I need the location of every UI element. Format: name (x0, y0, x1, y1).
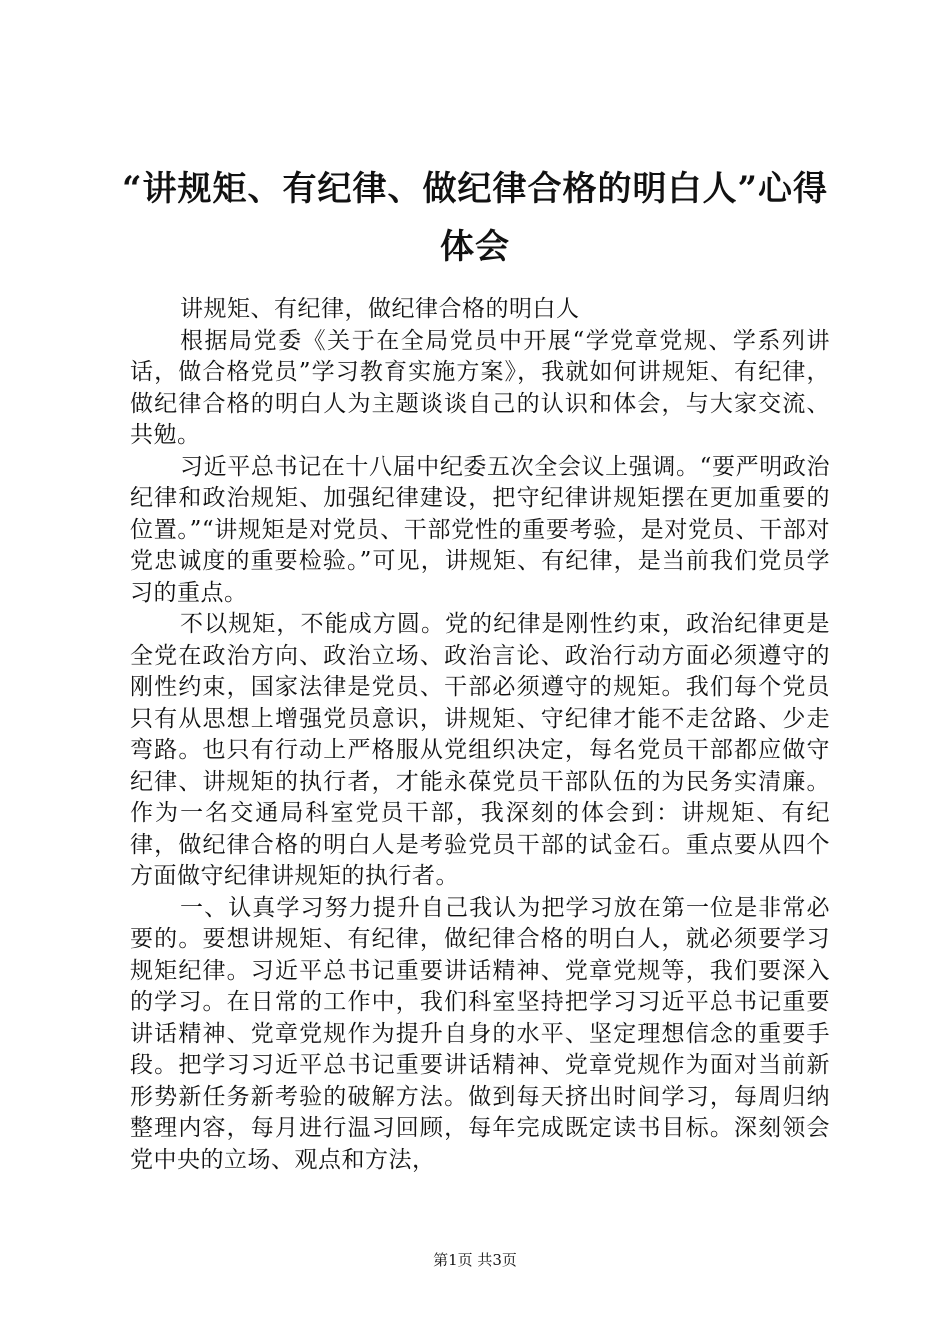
paragraph-intro: 根据局党委《关于在全局党员中开展“学党章党规、学系列讲话，做合格党员”学习教育实施方案》，我就如何讲规矩、有纪律，做纪律合格的明白人为主题谈谈自己的认识和体会，与大家交流、共勉。 (130, 327, 830, 448)
paragraph-subtitle: 讲规矩、有纪律，做纪律合格的明白人 (180, 296, 580, 322)
paragraph-discipline: 不以规矩，不能成方圆。党的纪律是刚性约束，政治纪律更是全党在政治方向、政治立场、政治言论、政治行动方面必须遵守的刚性约束，国家法律是党员、干部必须遵守的规矩。我们每个党员只有从思想上增强党员意识，讲规矩、守纪律才能不走岔路、少走弯路。也只有行动上严格服从党组织决定，每名党员干部都应做守纪律、讲规矩的执行者，才能永葆党员干部队伍的为民务实清廉。作为一名交通局科室党员干部，我深刻的体会到：讲规矩、有纪律，做纪律合格的明白人是考验党员干部的试金石。重点要从四个方面做守纪律讲规矩的执行者。 (130, 611, 830, 889)
paragraph-point-one: 一、认真学习努力提升自己我认为把学习放在第一位是非常必要的。要想讲规矩、有纪律，做纪律合格的明白人，就必须要学习规矩纪律。习近平总书记重要讲话精神、党章党规等，我们要深入的学习。在日常的工作中，我们科室坚持把学习习近平总书记重要讲话精神、党章党规作为提升自身的水平、坚定理想信念的重要手段。把学习习近平总书记重要讲话精神、党章党规作为面对当前新形势新任务新考验的破解方法。做到每天挤出时间学习，每周归纳整理内容，每月进行温习回顾，每年完成既定读书目标。深刻领会党中央的立场、观点和方法， (130, 894, 830, 1173)
paragraph-quote: 习近平总书记在十八届中纪委五次全会议上强调。“要严明政治纪律和政治规矩、加强纪律建设，把守纪律讲规矩摆在更加重要的位置。”“讲规矩是对党员、干部党性的重要考验，是对党员、干部对党忠诚度的重要检验。”可见，讲规矩、有纪律，是当前我们党员学习的重点。 (130, 453, 830, 606)
document-title: “讲规矩、有纪律、做纪律合格的明白人”心得体会 (121, 169, 829, 267)
document-body (130, 294, 830, 1176)
page-footer: 第1页 共3页 (433, 1251, 517, 1269)
